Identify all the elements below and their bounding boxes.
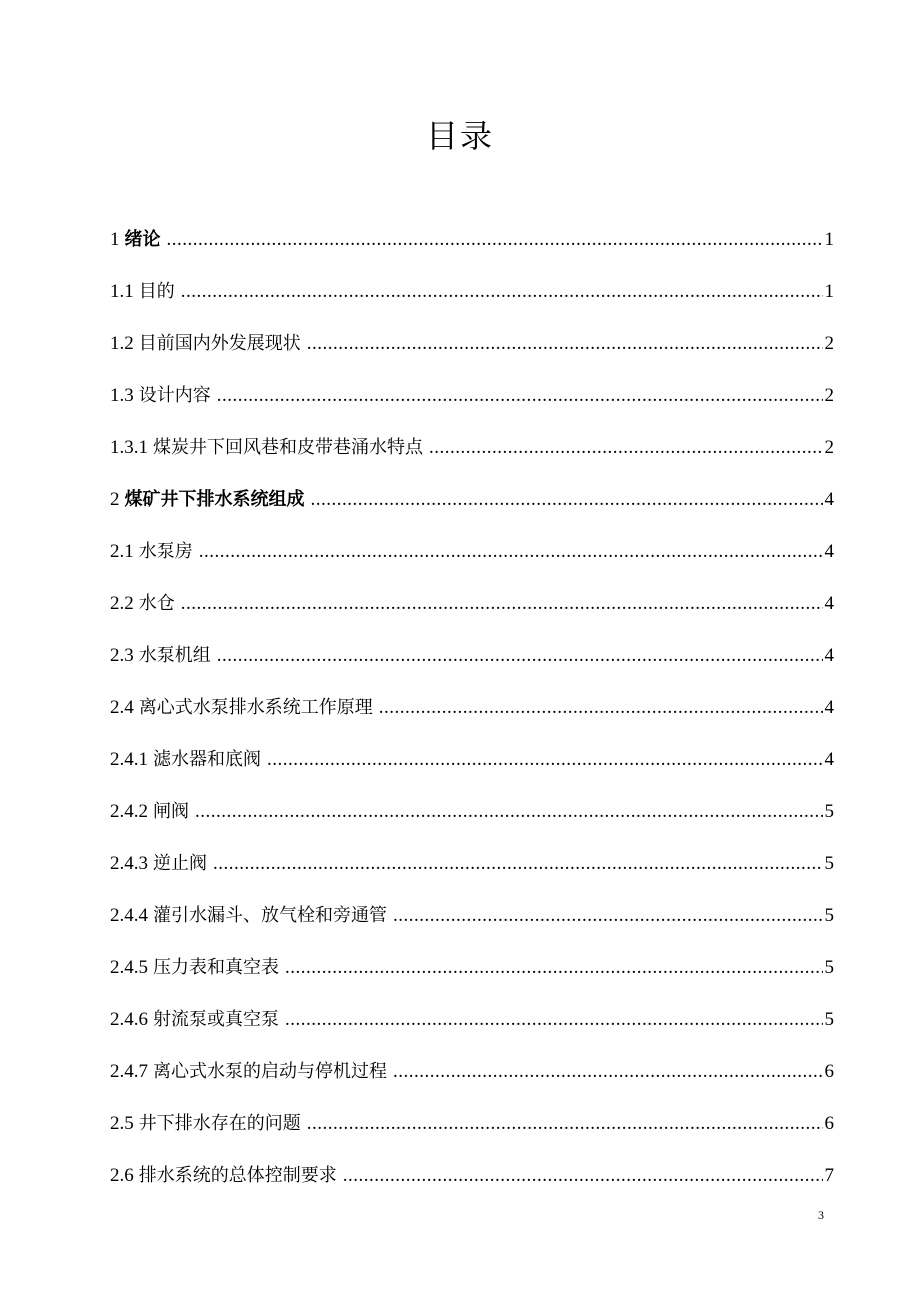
toc-entry[interactable]: [110, 796, 834, 848]
toc-entry[interactable]: [110, 276, 834, 328]
toc-entry-number: 1.3.1: [110, 437, 148, 458]
page-number: 3: [818, 1208, 824, 1222]
toc-entry-title: 离心式水泵排水系统工作原理: [138, 697, 373, 718]
toc-entry-page: 4: [824, 749, 834, 770]
toc-entry-page: 4: [824, 593, 834, 614]
toc-entry-page: 4: [824, 697, 834, 718]
toc-entry[interactable]: [110, 744, 834, 796]
toc-entry[interactable]: [110, 900, 834, 952]
toc-entry-number: 2.4.7: [110, 1061, 148, 1082]
toc-entry-number: 2.4.1: [110, 749, 148, 770]
toc-entry-title: 煤炭井下回风巷和皮带巷涌水特点: [153, 437, 423, 458]
toc-leader-dots: [199, 536, 823, 568]
toc-leader-dots: [393, 1056, 823, 1088]
toc-entry[interactable]: [110, 432, 834, 484]
toc-entry-page: 5: [824, 853, 834, 874]
toc-leader-dots: [167, 224, 823, 256]
toc-entry-page: 4: [824, 489, 834, 510]
toc-entry-title: 绪论: [124, 229, 161, 250]
toc-entry-number: 2.2: [110, 593, 134, 614]
toc-entry[interactable]: [110, 1004, 834, 1056]
toc-entry-title: 设计内容: [138, 385, 211, 406]
toc-leader-dots: [393, 900, 823, 932]
toc-entry[interactable]: [110, 588, 834, 640]
toc-entry-number: 1: [110, 229, 120, 250]
toc-entry-number: 2.1: [110, 541, 134, 562]
toc-entry-title: 滤水器和底阀: [153, 749, 261, 770]
toc-entry-title: 排水系统的总体控制要求: [138, 1165, 337, 1186]
toc-entry[interactable]: [110, 380, 834, 432]
toc-entry-title: 井下排水存在的问题: [138, 1113, 301, 1134]
toc-leader-dots: [429, 432, 823, 464]
toc-entry-number: 1.3: [110, 385, 134, 406]
toc-entry-number: 2.6: [110, 1165, 134, 1186]
toc-entry-number: 2.4.2: [110, 801, 148, 822]
toc-entry[interactable]: [110, 224, 834, 276]
toc-leader-dots: [285, 1004, 823, 1036]
toc-entry-number: 2: [110, 489, 120, 510]
toc-entry-number: 2.4.4: [110, 905, 148, 926]
toc-entry-page: 6: [824, 1061, 834, 1082]
toc-entry-number: 2.4.6: [110, 1009, 148, 1030]
toc-entry-page: 6: [824, 1113, 834, 1134]
toc-entry-page: 1: [824, 281, 834, 302]
toc-entry-title: 压力表和真空表: [153, 957, 279, 978]
toc-entry-page: 5: [824, 905, 834, 926]
toc-leader-dots: [267, 744, 823, 776]
toc-entry-number: 1.1: [110, 281, 134, 302]
toc-entry[interactable]: [110, 952, 834, 1004]
toc-leader-dots: [213, 848, 823, 880]
toc-entry-title: 闸阀: [153, 801, 189, 822]
toc-leader-dots: [285, 952, 823, 984]
toc-entry-page: 5: [824, 801, 834, 822]
toc-entry-title: 射流泵或真空泵: [153, 1009, 279, 1030]
toc-leader-dots: [181, 276, 823, 308]
toc-list: [110, 224, 834, 1212]
toc-entry-page: 7: [824, 1165, 834, 1186]
toc-entry-title: 目的: [138, 281, 175, 302]
toc-entry[interactable]: [110, 536, 834, 588]
toc-entry[interactable]: [110, 640, 834, 692]
toc-entry-page: 4: [824, 541, 834, 562]
toc-leader-dots: [181, 588, 823, 620]
toc-entry-title: 水泵房: [138, 541, 193, 562]
toc-entry-title: 离心式水泵的启动与停机过程: [153, 1061, 387, 1082]
toc-entry[interactable]: [110, 848, 834, 900]
toc-entry-number: 2.3: [110, 645, 134, 666]
toc-leader-dots: [307, 1108, 823, 1140]
toc-leader-dots: [307, 328, 823, 360]
toc-entry[interactable]: [110, 692, 834, 744]
toc-entry-number: 2.4.3: [110, 853, 148, 874]
toc-entry-title: 逆止阀: [153, 853, 207, 874]
toc-leader-dots: [217, 640, 823, 672]
toc-entry-title: 水仓: [138, 593, 175, 614]
toc-entry-page: 2: [824, 437, 834, 458]
toc-leader-dots: [217, 380, 823, 412]
toc-entry-number: 2.5: [110, 1113, 134, 1134]
toc-leader-dots: [343, 1160, 823, 1192]
toc-entry-title: 煤矿井下排水系统组成: [124, 489, 305, 510]
toc-entry-number: 2.4: [110, 697, 134, 718]
toc-entry-title: 目前国内外发展现状: [138, 333, 301, 354]
toc-entry[interactable]: [110, 1160, 834, 1212]
toc-entry[interactable]: [110, 484, 834, 536]
toc-entry-page: 5: [824, 1009, 834, 1030]
toc-entry-title: 灌引水漏斗、放气栓和旁通管: [153, 905, 387, 926]
toc-entry-page: 2: [824, 333, 834, 354]
toc-leader-dots: [311, 484, 823, 516]
toc-entry-page: 2: [824, 385, 834, 406]
toc-entry-page: 5: [824, 957, 834, 978]
toc-entry-number: 2.4.5: [110, 957, 148, 978]
toc-entry[interactable]: [110, 1108, 834, 1160]
toc-entry[interactable]: [110, 328, 834, 380]
toc-entry[interactable]: [110, 1056, 834, 1108]
toc-leader-dots: [195, 796, 823, 828]
toc-entry-page: 4: [824, 645, 834, 666]
toc-leader-dots: [379, 692, 823, 724]
toc-entry-page: 1: [824, 229, 834, 250]
toc-entry-title: 水泵机组: [138, 645, 211, 666]
toc-entry-number: 1.2: [110, 333, 134, 354]
toc-title: 目录: [425, 117, 494, 155]
